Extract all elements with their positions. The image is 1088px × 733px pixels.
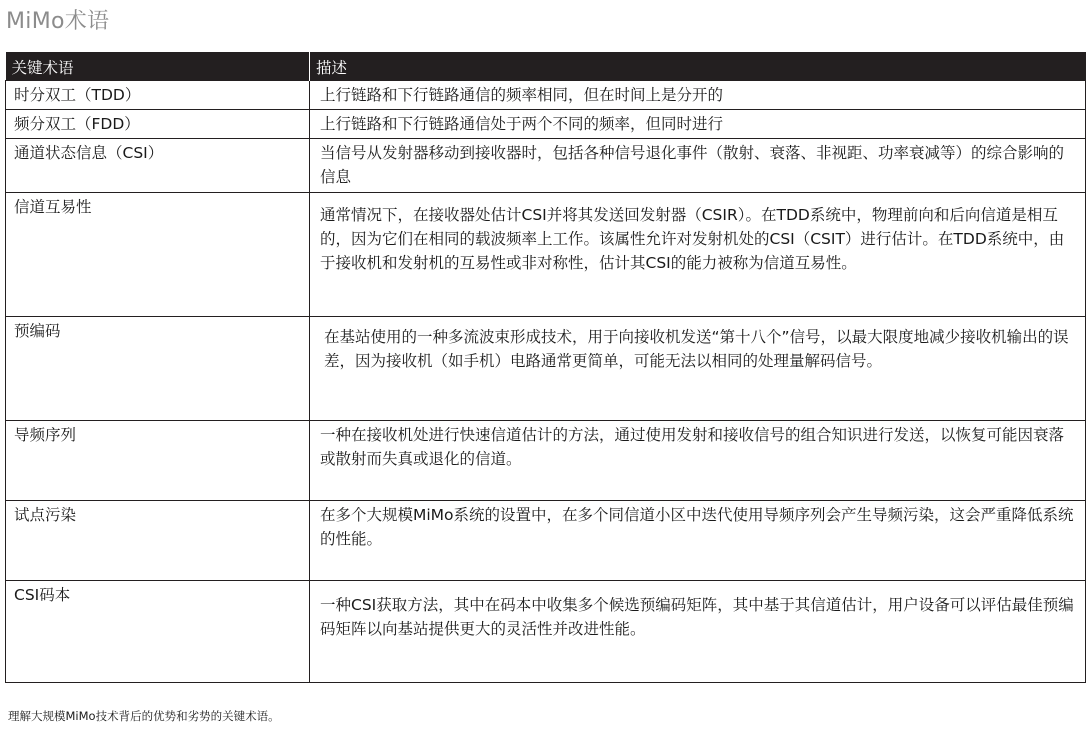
- table-row: [6, 581, 1086, 683]
- term-cell: 时分双工（TDD）: [6, 81, 310, 110]
- term-cell: 预编码: [6, 317, 310, 421]
- description-cell: 在多个大规模MiMo系统的设置中，在多个同信道小区中迭代使用导频序列会产生导频污染，这会严重降低系统的性能。: [310, 501, 1086, 581]
- term-cell: 信道互易性: [6, 193, 310, 317]
- table-row: [6, 317, 1086, 421]
- table-row: [6, 110, 1086, 139]
- table-row: [6, 139, 1086, 193]
- description-cell: 一种CSI获取方法，其中在码本中收集多个候选预编码矩阵，其中基于其信道估计，用户设备可以评估最佳预编码矩阵以向基站提供更大的灵活性并改进性能。: [310, 581, 1086, 683]
- description-cell: 通常情况下，在接收器处估计CSI并将其发送回发射器（CSIR）。在TDD系统中，物理前向和后向信道是相互的，因为它们在相同的载波频率上工作。该属性允许对发射机处的CSI（CSIT）进行估计。在TDD系统中，由于接收机和发射机的互易性或非对称性，估计其CSI的能力被称为信道互易性。: [310, 193, 1086, 317]
- description-cell: 在基站使用的一种多流波束形成技术，用于向接收机发送“第十八个”信号，以最大限度地减少接收机输出的误差，因为接收机（如手机）电路通常更简单，可能无法以相同的处理量解码信号。: [310, 317, 1086, 421]
- description-cell: 上行链路和下行链路通信处于两个不同的频率，但同时进行: [310, 110, 1086, 139]
- term-cell: 导频序列: [6, 421, 310, 501]
- table-caption: 理解大规模MiMo技术背后的优势和劣势的关键术语。: [8, 709, 280, 723]
- table-row: [6, 421, 1086, 501]
- description-cell: 当信号从发射器移动到接收器时，包括各种信号退化事件（散射、衰落、非视距、功率衰减等）的综合影响的信息: [310, 139, 1086, 193]
- term-cell: CSI码本: [6, 581, 310, 683]
- column-header-description: 描述: [310, 52, 1086, 81]
- terms-table: [5, 52, 1086, 683]
- table-row: [6, 81, 1086, 110]
- table-row: [6, 501, 1086, 581]
- table-header-row: [6, 52, 1086, 81]
- term-cell: 通道状态信息（CSI）: [6, 139, 310, 193]
- term-cell: 频分双工（FDD）: [6, 110, 310, 139]
- page-title: MiMo术语: [6, 9, 110, 34]
- column-header-term: 关键术语: [6, 52, 310, 81]
- description-cell: 一种在接收机处进行快速信道估计的方法，通过使用发射和接收信号的组合知识进行发送，以恢复可能因衰落或散射而失真或退化的信道。: [310, 421, 1086, 501]
- description-cell: 上行链路和下行链路通信的频率相同，但在时间上是分开的: [310, 81, 1086, 110]
- term-cell: 试点污染: [6, 501, 310, 581]
- table-row: [6, 193, 1086, 317]
